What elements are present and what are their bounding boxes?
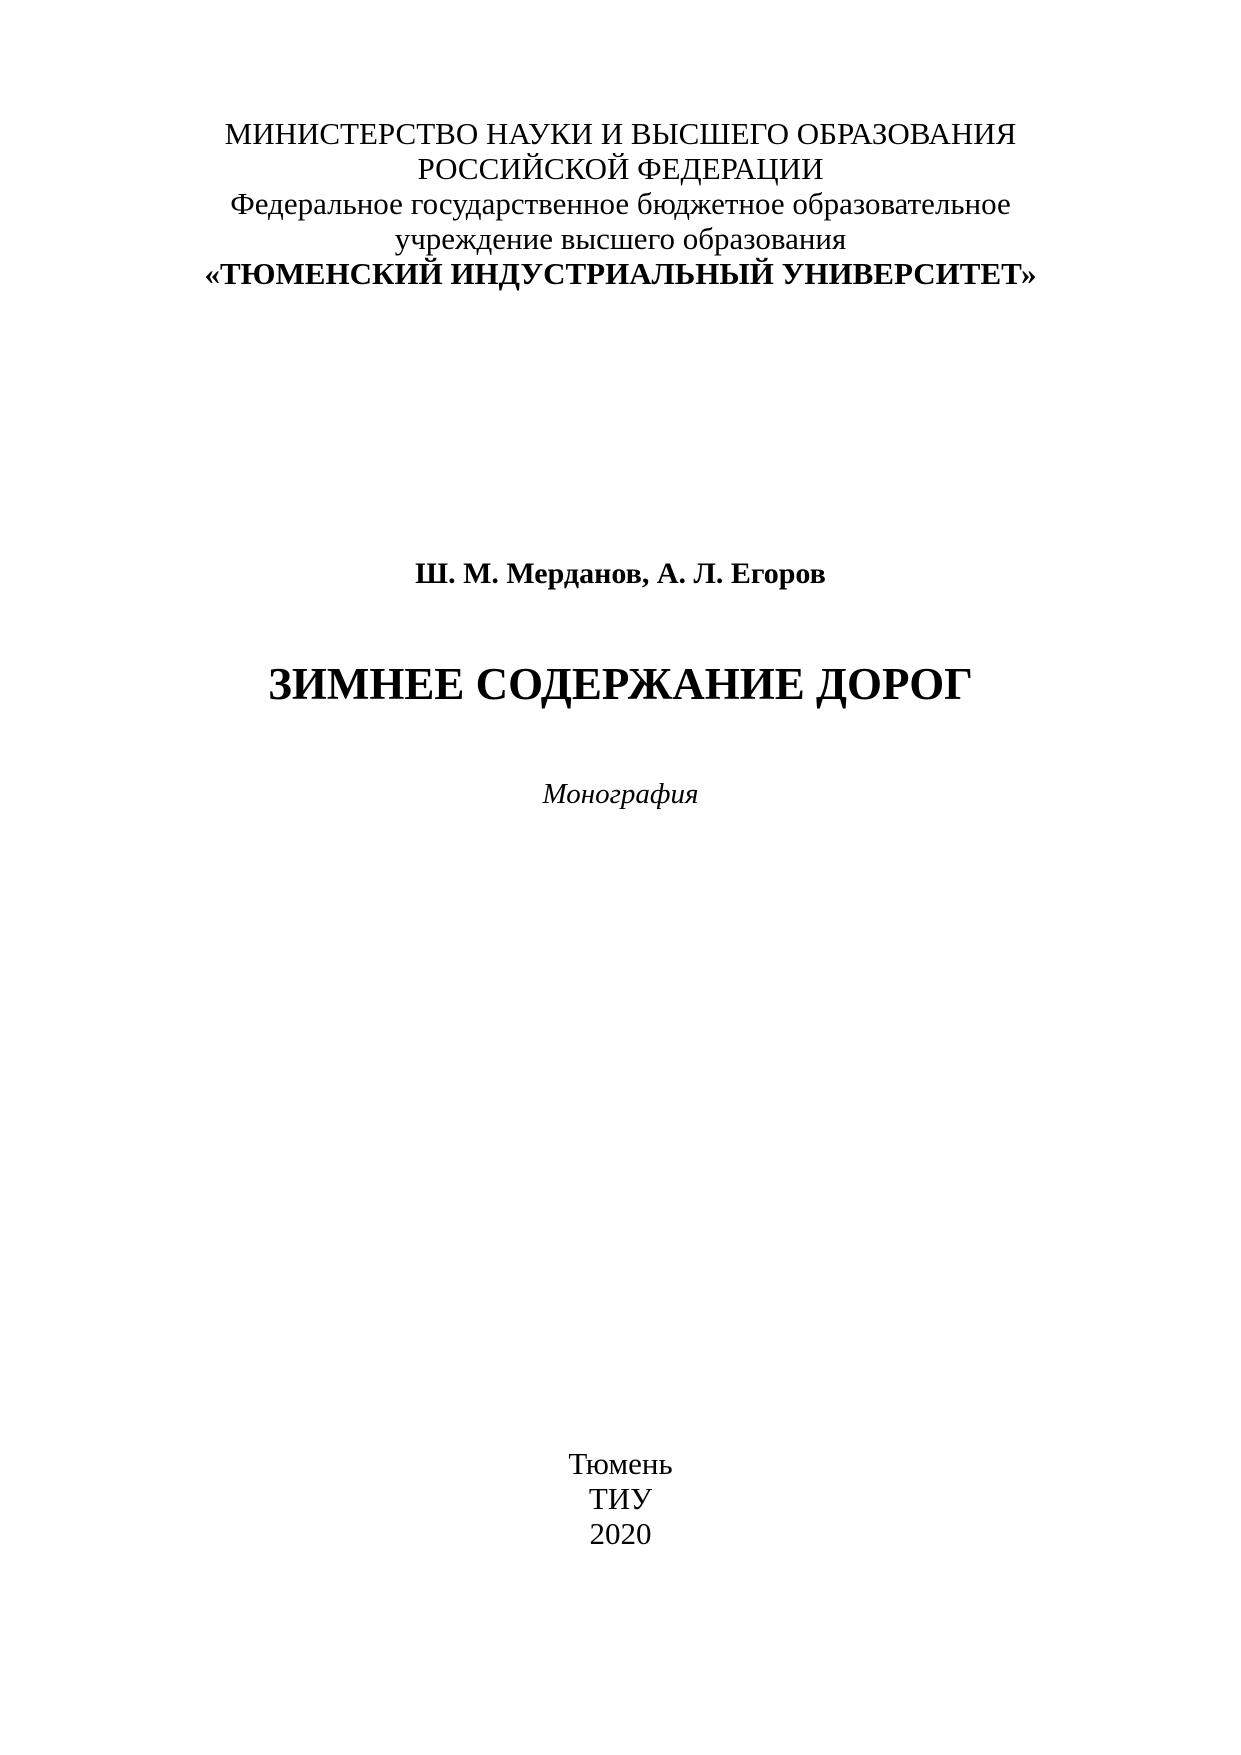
ministry-line-2: РОССИЙСКОЙ ФЕДЕРАЦИИ bbox=[417, 151, 824, 186]
institution-type-line-2: учреждение высшего образования bbox=[394, 221, 847, 256]
publication-genre: Монография bbox=[542, 778, 699, 810]
ministry-line-1: МИНИСТЕРСТВО НАУКИ И ВЫСШЕГО ОБРАЗОВАНИЯ bbox=[224, 116, 1017, 151]
institution-header bbox=[0, 116, 1241, 291]
book-title: ЗИМНЕЕ СОДЕРЖАНИЕ ДОРОГ bbox=[268, 659, 973, 709]
institution-type-line-1: Федеральное государственное бюджетное образовательное bbox=[230, 186, 1011, 221]
imprint bbox=[0, 1446, 1241, 1551]
imprint-year: 2020 bbox=[589, 1516, 652, 1551]
authors: Ш. М. Мерданов, А. Л. Егоров bbox=[415, 557, 826, 590]
imprint-publisher: ТИУ bbox=[588, 1481, 653, 1516]
university-name: «ТЮМЕНСКИЙ ИНДУСТРИАЛЬНЫЙ УНИВЕРСИТЕТ» bbox=[204, 256, 1037, 291]
imprint-city: Тюмень bbox=[568, 1446, 673, 1481]
